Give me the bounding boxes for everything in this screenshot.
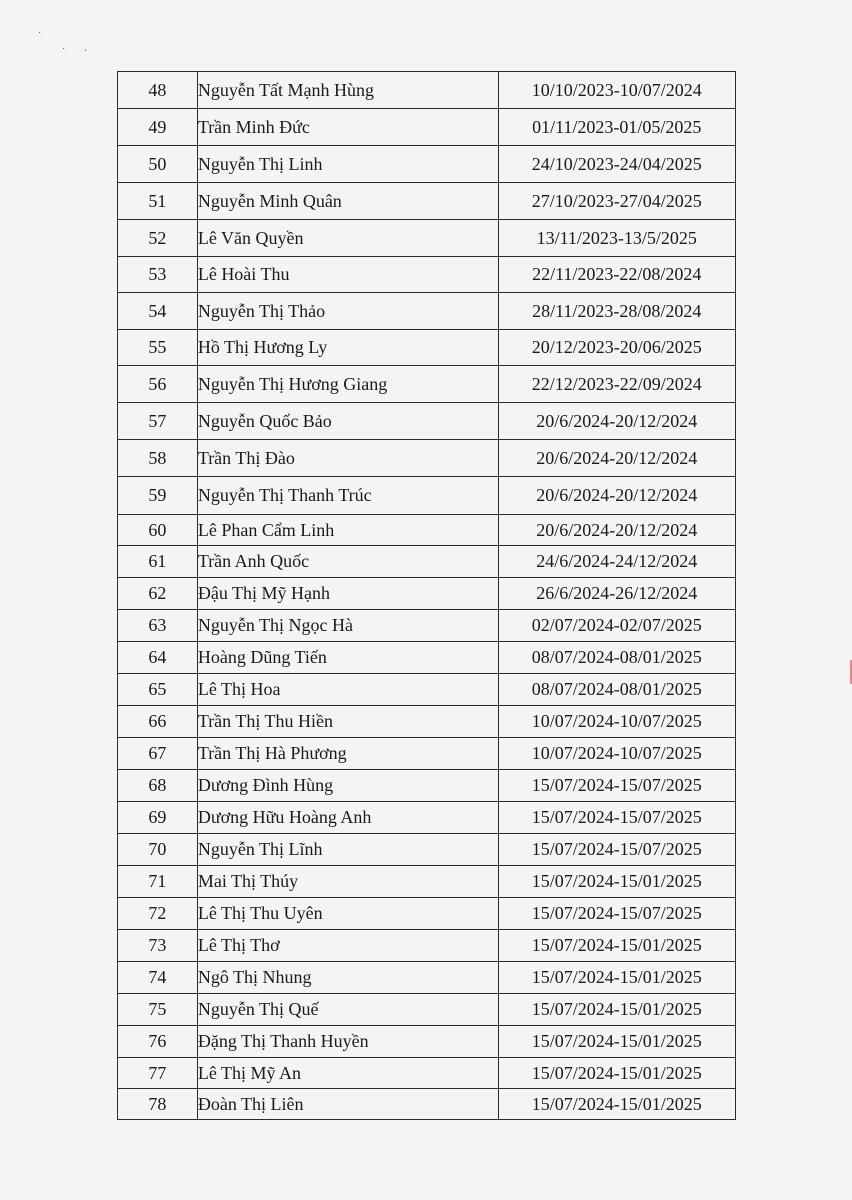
table-row bbox=[118, 706, 736, 738]
person-name: Nguyễn Thị Lĩnh bbox=[197, 834, 498, 866]
person-name: Lê Thị Thu Uyên bbox=[197, 898, 498, 930]
row-number: 53 bbox=[118, 257, 198, 293]
roster-table-body bbox=[118, 72, 736, 1120]
period-range: 20/12/2023-20/06/2025 bbox=[498, 330, 735, 366]
period-range: 26/6/2024-26/12/2024 bbox=[498, 578, 735, 610]
person-name: Nguyễn Minh Quân bbox=[197, 183, 498, 220]
period-range: 15/07/2024-15/01/2025 bbox=[498, 1026, 735, 1058]
table-row bbox=[118, 674, 736, 706]
row-number: 73 bbox=[118, 930, 198, 962]
person-name: Trần Thị Thu Hiền bbox=[197, 706, 498, 738]
table-row bbox=[118, 183, 736, 220]
person-name: Trần Anh Quốc bbox=[197, 546, 498, 578]
person-name: Nguyễn Thị Quế bbox=[197, 994, 498, 1026]
table-row bbox=[118, 834, 736, 866]
row-number: 48 bbox=[118, 72, 198, 109]
person-name: Trần Thị Hà Phương bbox=[197, 738, 498, 770]
table-row bbox=[118, 866, 736, 898]
person-name: Dương Đình Hùng bbox=[197, 770, 498, 802]
row-number: 60 bbox=[118, 515, 198, 546]
row-number: 49 bbox=[118, 109, 198, 146]
table-row bbox=[118, 578, 736, 610]
table-row bbox=[118, 515, 736, 546]
row-number: 76 bbox=[118, 1026, 198, 1058]
table-row bbox=[118, 146, 736, 183]
row-number: 67 bbox=[118, 738, 198, 770]
row-number: 54 bbox=[118, 293, 198, 330]
period-range: 15/07/2024-15/07/2025 bbox=[498, 770, 735, 802]
person-name: Nguyễn Tất Mạnh Hùng bbox=[197, 72, 498, 109]
table-row bbox=[118, 962, 736, 994]
period-range: 15/07/2024-15/07/2025 bbox=[498, 802, 735, 834]
period-range: 24/6/2024-24/12/2024 bbox=[498, 546, 735, 578]
row-number: 50 bbox=[118, 146, 198, 183]
person-name: Nguyễn Thị Thanh Trúc bbox=[197, 477, 498, 515]
row-number: 52 bbox=[118, 220, 198, 257]
period-range: 24/10/2023-24/04/2025 bbox=[498, 146, 735, 183]
scan-speck: · bbox=[38, 28, 42, 39]
person-name: Nguyễn Thị Thảo bbox=[197, 293, 498, 330]
row-number: 56 bbox=[118, 366, 198, 403]
table-row bbox=[118, 477, 736, 515]
person-name: Dương Hữu Hoàng Anh bbox=[197, 802, 498, 834]
row-number: 71 bbox=[118, 866, 198, 898]
period-range: 15/07/2024-15/01/2025 bbox=[498, 962, 735, 994]
scan-speck: · bbox=[84, 46, 88, 57]
table-row bbox=[118, 642, 736, 674]
period-range: 01/11/2023-01/05/2025 bbox=[498, 109, 735, 146]
table-row bbox=[118, 293, 736, 330]
row-number: 63 bbox=[118, 610, 198, 642]
table-row bbox=[118, 366, 736, 403]
person-name: Lê Phan Cẩm Linh bbox=[197, 515, 498, 546]
person-name: Hồ Thị Hương Ly bbox=[197, 330, 498, 366]
scan-speck: · bbox=[62, 44, 66, 55]
row-number: 59 bbox=[118, 477, 198, 515]
person-name: Nguyễn Thị Hương Giang bbox=[197, 366, 498, 403]
period-range: 27/10/2023-27/04/2025 bbox=[498, 183, 735, 220]
person-name: Nguyễn Quốc Bảo bbox=[197, 403, 498, 440]
table-row bbox=[118, 770, 736, 802]
row-number: 72 bbox=[118, 898, 198, 930]
person-name: Nguyễn Thị Ngọc Hà bbox=[197, 610, 498, 642]
person-name: Nguyễn Thị Linh bbox=[197, 146, 498, 183]
person-name: Đoàn Thị Liên bbox=[197, 1089, 498, 1120]
person-name: Lê Thị Hoa bbox=[197, 674, 498, 706]
table-row bbox=[118, 610, 736, 642]
row-number: 62 bbox=[118, 578, 198, 610]
table-row bbox=[118, 930, 736, 962]
period-range: 15/07/2024-15/01/2025 bbox=[498, 1089, 735, 1120]
roster-table bbox=[117, 71, 736, 1120]
period-range: 22/11/2023-22/08/2024 bbox=[498, 257, 735, 293]
person-name: Ngô Thị Nhung bbox=[197, 962, 498, 994]
period-range: 13/11/2023-13/5/2025 bbox=[498, 220, 735, 257]
row-number: 55 bbox=[118, 330, 198, 366]
period-range: 02/07/2024-02/07/2025 bbox=[498, 610, 735, 642]
row-number: 68 bbox=[118, 770, 198, 802]
table-row bbox=[118, 546, 736, 578]
person-name: Lê Văn Quyền bbox=[197, 220, 498, 257]
period-range: 20/6/2024-20/12/2024 bbox=[498, 477, 735, 515]
row-number: 57 bbox=[118, 403, 198, 440]
period-range: 20/6/2024-20/12/2024 bbox=[498, 403, 735, 440]
period-range: 08/07/2024-08/01/2025 bbox=[498, 674, 735, 706]
period-range: 28/11/2023-28/08/2024 bbox=[498, 293, 735, 330]
period-range: 10/07/2024-10/07/2025 bbox=[498, 706, 735, 738]
person-name: Mai Thị Thúy bbox=[197, 866, 498, 898]
period-range: 20/6/2024-20/12/2024 bbox=[498, 515, 735, 546]
row-number: 74 bbox=[118, 962, 198, 994]
person-name: Lê Thị Thơ bbox=[197, 930, 498, 962]
period-range: 15/07/2024-15/07/2025 bbox=[498, 834, 735, 866]
row-number: 69 bbox=[118, 802, 198, 834]
period-range: 15/07/2024-15/01/2025 bbox=[498, 1058, 735, 1089]
person-name: Lê Hoài Thu bbox=[197, 257, 498, 293]
person-name: Hoàng Dũng Tiến bbox=[197, 642, 498, 674]
period-range: 15/07/2024-15/01/2025 bbox=[498, 994, 735, 1026]
row-number: 51 bbox=[118, 183, 198, 220]
period-range: 20/6/2024-20/12/2024 bbox=[498, 440, 735, 477]
period-range: 08/07/2024-08/01/2025 bbox=[498, 642, 735, 674]
row-number: 70 bbox=[118, 834, 198, 866]
table-row bbox=[118, 898, 736, 930]
person-name: Lê Thị Mỹ An bbox=[197, 1058, 498, 1089]
period-range: 15/07/2024-15/01/2025 bbox=[498, 866, 735, 898]
person-name: Trần Thị Đào bbox=[197, 440, 498, 477]
table-row bbox=[118, 220, 736, 257]
row-number: 58 bbox=[118, 440, 198, 477]
table-row bbox=[118, 994, 736, 1026]
table-row bbox=[118, 1089, 736, 1120]
period-range: 15/07/2024-15/07/2025 bbox=[498, 898, 735, 930]
row-number: 61 bbox=[118, 546, 198, 578]
period-range: 15/07/2024-15/01/2025 bbox=[498, 930, 735, 962]
person-name: Đậu Thị Mỹ Hạnh bbox=[197, 578, 498, 610]
row-number: 66 bbox=[118, 706, 198, 738]
person-name: Đặng Thị Thanh Huyền bbox=[197, 1026, 498, 1058]
period-range: 22/12/2023-22/09/2024 bbox=[498, 366, 735, 403]
table-row bbox=[118, 802, 736, 834]
table-row bbox=[118, 738, 736, 770]
row-number: 78 bbox=[118, 1089, 198, 1120]
row-number: 65 bbox=[118, 674, 198, 706]
table-row bbox=[118, 72, 736, 109]
table-row bbox=[118, 440, 736, 477]
period-range: 10/07/2024-10/07/2025 bbox=[498, 738, 735, 770]
table-row bbox=[118, 1058, 736, 1089]
period-range: 10/10/2023-10/07/2024 bbox=[498, 72, 735, 109]
table-row bbox=[118, 1026, 736, 1058]
table-row bbox=[118, 257, 736, 293]
table-row bbox=[118, 109, 736, 146]
table-row bbox=[118, 403, 736, 440]
row-number: 75 bbox=[118, 994, 198, 1026]
person-name: Trần Minh Đức bbox=[197, 109, 498, 146]
table-row bbox=[118, 330, 736, 366]
row-number: 64 bbox=[118, 642, 198, 674]
row-number: 77 bbox=[118, 1058, 198, 1089]
